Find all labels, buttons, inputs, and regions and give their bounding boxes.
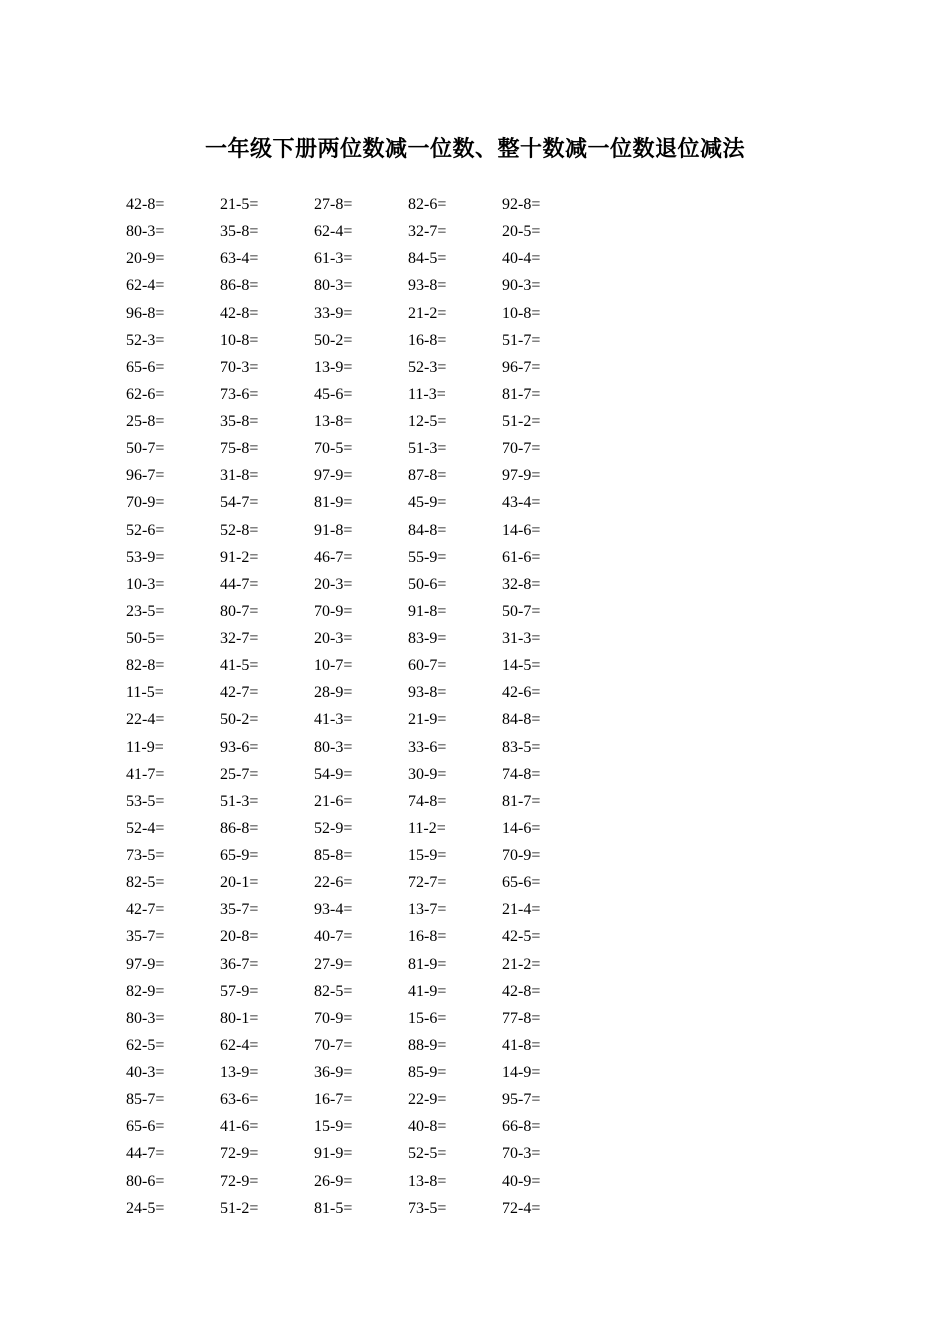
problem-item: 70-9= — [502, 847, 541, 864]
problem-item: 22-9= — [408, 1091, 447, 1109]
problem-item: 20-3= — [314, 575, 353, 593]
problem-item: 32-8= — [502, 575, 541, 593]
problem-item: 55-9= — [408, 548, 447, 566]
problem-item: 44-7= — [220, 575, 259, 593]
problem-item: 65-6= — [126, 1118, 165, 1136]
problem-item: 54-9= — [314, 765, 353, 783]
problem-item: 53-9= — [126, 548, 165, 566]
problem-item: 51-3= — [408, 440, 447, 458]
problem-item: 16-8= — [408, 331, 447, 349]
problem-item: 65-9= — [220, 847, 259, 864]
problem-item: 22-4= — [126, 711, 165, 729]
problem-item: 23-5= — [126, 602, 165, 620]
problem-item: 11-3= — [408, 385, 446, 403]
problem-item: 51-2= — [502, 413, 541, 430]
problem-item: 36-7= — [220, 955, 259, 973]
problem-item: 54-7= — [220, 494, 259, 512]
problem-item: 87-8= — [408, 467, 447, 485]
problem-item: 81-9= — [408, 955, 447, 973]
problem-item: 93-8= — [408, 684, 447, 702]
problem-item: 72-4= — [502, 1199, 541, 1217]
problem-item: 93-8= — [408, 277, 447, 295]
problem-item: 42-8= — [502, 982, 541, 1000]
problem-item: 14-6= — [502, 521, 541, 539]
page-title: 一年级下册两位数减一位数、整十数减一位数退位减法 — [204, 137, 745, 162]
problem-item: 74-8= — [502, 765, 541, 783]
problem-item: 80-3= — [126, 223, 165, 241]
problem-item: 50-6= — [408, 575, 447, 593]
problem-item: 40-8= — [408, 1118, 447, 1136]
problem-item: 40-4= — [502, 250, 541, 268]
problem-item: 20-9= — [126, 250, 165, 268]
problem-item: 72-9= — [220, 1172, 259, 1190]
problem-item: 45-6= — [314, 385, 353, 403]
problem-item: 50-5= — [126, 630, 165, 647]
problem-item: 70-7= — [314, 1036, 353, 1054]
problem-item: 16-7= — [314, 1091, 353, 1109]
problem-item: 96-7= — [126, 467, 165, 485]
problem-item: 95-7= — [502, 1091, 541, 1109]
problem-item: 32-7= — [408, 223, 447, 241]
problem-item: 20-8= — [220, 928, 259, 946]
problem-item: 50-2= — [314, 331, 353, 349]
problem-item: 80-3= — [314, 277, 353, 295]
problem-item: 80-3= — [126, 1009, 165, 1027]
problem-item: 52-3= — [408, 358, 447, 376]
problem-grid — [126, 191, 596, 1222]
problem-item: 70-3= — [220, 358, 259, 376]
problem-item: 43-4= — [502, 494, 541, 512]
problem-item: 84-8= — [502, 711, 541, 729]
problem-item: 28-9= — [314, 684, 353, 702]
problem-item: 70-9= — [126, 494, 165, 512]
problem-item: 52-5= — [408, 1145, 447, 1163]
problem-item: 14-6= — [502, 819, 541, 837]
problem-item: 21-9= — [408, 711, 447, 729]
problem-item: 81-7= — [502, 385, 541, 403]
problem-item: 31-8= — [220, 467, 259, 485]
problem-item: 73-5= — [126, 847, 165, 864]
problem-item: 51-3= — [220, 792, 259, 810]
problem-item: 22-6= — [314, 874, 353, 892]
problem-item: 62-4= — [314, 223, 353, 241]
problem-item: 73-5= — [408, 1199, 447, 1217]
problem-item: 62-4= — [126, 277, 165, 295]
problem-item: 83-9= — [408, 630, 447, 647]
problem-item: 15-6= — [408, 1009, 447, 1027]
problem-item: 51-2= — [220, 1199, 259, 1217]
problem-item: 35-7= — [126, 928, 165, 946]
problem-item: 41-7= — [126, 765, 165, 783]
problem-item: 70-3= — [502, 1145, 541, 1163]
problem-item: 11-2= — [408, 819, 446, 837]
problem-item: 80-1= — [220, 1009, 259, 1027]
problem-item: 13-8= — [314, 413, 353, 430]
problem-item: 40-3= — [126, 1064, 165, 1081]
problem-item: 70-9= — [314, 602, 353, 620]
problem-item: 70-9= — [314, 1009, 353, 1027]
problem-item: 75-8= — [220, 440, 259, 458]
problem-item: 82-8= — [126, 657, 165, 675]
problem-item: 81-9= — [314, 494, 353, 512]
problem-item: 27-9= — [314, 955, 353, 973]
problem-item: 53-5= — [126, 792, 165, 810]
problem-item: 33-9= — [314, 304, 353, 322]
problem-item: 14-5= — [502, 657, 541, 675]
problem-item: 85-7= — [126, 1091, 165, 1109]
problem-item: 96-7= — [502, 358, 541, 376]
problem-item: 93-6= — [220, 738, 259, 756]
problem-item: 70-5= — [314, 440, 353, 458]
problem-item: 14-9= — [502, 1064, 541, 1081]
problem-item: 80-6= — [126, 1172, 165, 1190]
problem-item: 10-3= — [126, 575, 165, 593]
problem-item: 93-4= — [314, 901, 353, 919]
problem-item: 20-1= — [220, 874, 259, 892]
problem-item: 42-7= — [220, 684, 259, 702]
problem-item: 74-8= — [408, 792, 447, 810]
problem-item: 83-5= — [502, 738, 541, 756]
problem-item: 21-5= — [220, 196, 259, 213]
problem-item: 33-6= — [408, 738, 447, 756]
problem-item: 82-5= — [314, 982, 353, 1000]
problem-item: 13-7= — [408, 901, 447, 919]
problem-item: 42-6= — [502, 684, 541, 702]
problem-item: 82-6= — [408, 196, 447, 213]
problem-item: 30-9= — [408, 765, 447, 783]
problem-item: 42-5= — [502, 928, 541, 946]
problem-item: 10-8= — [220, 331, 259, 349]
problem-item: 41-9= — [408, 982, 447, 1000]
problem-item: 52-9= — [314, 819, 353, 837]
problem-item: 62-6= — [126, 385, 165, 403]
problem-item: 21-2= — [408, 304, 447, 322]
problem-item: 85-9= — [408, 1064, 447, 1081]
problem-item: 41-6= — [220, 1118, 259, 1136]
problem-item: 25-7= — [220, 765, 259, 783]
problem-item: 21-4= — [502, 901, 541, 919]
problem-item: 20-3= — [314, 630, 353, 647]
problem-item: 96-8= — [126, 304, 165, 322]
problem-item: 15-9= — [314, 1118, 353, 1136]
problem-item: 84-8= — [408, 521, 447, 539]
problem-item: 42-7= — [126, 901, 165, 919]
problem-item: 91-9= — [314, 1145, 353, 1163]
problem-item: 82-5= — [126, 874, 165, 892]
problem-item: 26-9= — [314, 1172, 353, 1190]
problem-item: 91-8= — [408, 602, 447, 620]
problem-item: 65-6= — [126, 358, 165, 376]
problem-item: 52-8= — [220, 521, 259, 539]
problem-item: 24-5= — [126, 1199, 165, 1217]
problem-item: 46-7= — [314, 548, 353, 566]
problem-item: 91-8= — [314, 521, 353, 539]
problem-item: 41-3= — [314, 711, 353, 729]
problem-item: 57-9= — [220, 982, 259, 1000]
problem-item: 85-8= — [314, 847, 353, 864]
problem-item: 63-4= — [220, 250, 259, 268]
problem-item: 97-9= — [502, 467, 541, 485]
problem-item: 10-7= — [314, 657, 353, 675]
problem-item: 12-5= — [408, 413, 447, 430]
problem-item: 88-9= — [408, 1036, 447, 1054]
problem-item: 97-9= — [314, 467, 353, 485]
problem-item: 40-9= — [502, 1172, 541, 1190]
problem-item: 52-6= — [126, 521, 165, 539]
problem-item: 62-5= — [126, 1036, 165, 1054]
problem-item: 31-3= — [502, 630, 541, 647]
problem-item: 13-8= — [408, 1172, 447, 1190]
problem-item: 50-7= — [126, 440, 165, 458]
problem-item: 61-6= — [502, 548, 541, 566]
problem-item: 52-4= — [126, 819, 165, 837]
problem-item: 77-8= — [502, 1009, 541, 1027]
problem-item: 25-8= — [126, 413, 165, 430]
problem-item: 21-2= — [502, 955, 541, 973]
problem-item: 35-8= — [220, 223, 259, 241]
problem-item: 45-9= — [408, 494, 447, 512]
problem-item: 81-5= — [314, 1199, 353, 1217]
problem-item: 21-6= — [314, 792, 353, 810]
problem-item: 41-8= — [502, 1036, 541, 1054]
problem-item: 27-8= — [314, 196, 353, 213]
problem-item: 42-8= — [126, 196, 165, 213]
problem-item: 80-3= — [314, 738, 353, 756]
problem-item: 60-7= — [408, 657, 447, 675]
problem-item: 50-2= — [220, 711, 259, 729]
problem-item: 73-6= — [220, 385, 259, 403]
problem-item: 11-9= — [126, 738, 164, 756]
problem-item: 72-9= — [220, 1145, 259, 1163]
problem-item: 11-5= — [126, 684, 164, 702]
problem-item: 72-7= — [408, 874, 447, 892]
problem-item: 90-3= — [502, 277, 541, 295]
problem-item: 35-8= — [220, 413, 259, 430]
problem-item: 81-7= — [502, 792, 541, 810]
problem-item: 41-5= — [220, 657, 259, 675]
problem-item: 42-8= — [220, 304, 259, 322]
problem-item: 35-7= — [220, 901, 259, 919]
problem-item: 52-3= — [126, 331, 165, 349]
problem-item: 66-8= — [502, 1118, 541, 1136]
problem-item: 15-9= — [408, 847, 447, 864]
problem-item: 86-8= — [220, 277, 259, 295]
problem-item: 13-9= — [314, 358, 353, 376]
problem-item: 97-9= — [126, 955, 165, 973]
problem-item: 10-8= — [502, 304, 541, 322]
problem-item: 20-5= — [502, 223, 541, 241]
problem-item: 86-8= — [220, 819, 259, 837]
problem-item: 91-2= — [220, 548, 259, 566]
problem-item: 51-7= — [502, 331, 541, 349]
problem-item: 61-3= — [314, 250, 353, 268]
problem-item: 92-8= — [502, 196, 541, 213]
problem-item: 70-7= — [502, 440, 541, 458]
problem-item: 82-9= — [126, 982, 165, 1000]
problem-item: 84-5= — [408, 250, 447, 268]
problem-item: 32-7= — [220, 630, 259, 647]
problem-item: 44-7= — [126, 1145, 165, 1163]
problem-item: 80-7= — [220, 602, 259, 620]
problem-item: 40-7= — [314, 928, 353, 946]
problem-item: 65-6= — [502, 874, 541, 892]
problem-item: 50-7= — [502, 602, 541, 620]
problem-item: 16-8= — [408, 928, 447, 946]
problem-item: 13-9= — [220, 1064, 259, 1081]
problem-item: 36-9= — [314, 1064, 353, 1081]
problem-item: 63-6= — [220, 1091, 259, 1109]
problem-item: 62-4= — [220, 1036, 259, 1054]
